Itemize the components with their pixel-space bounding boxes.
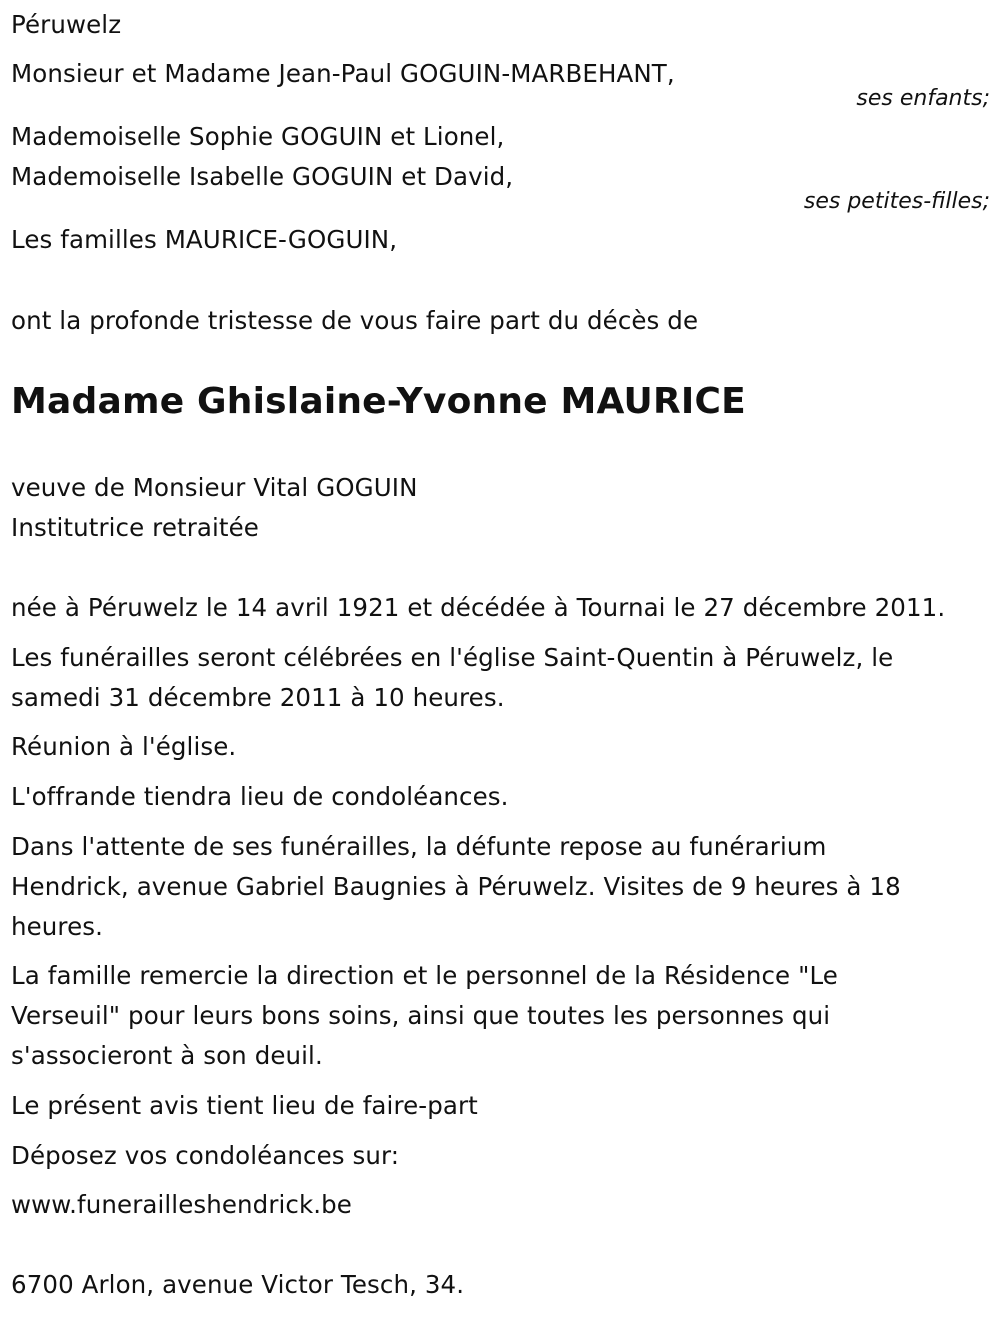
offering: L'offrande tiendra lieu de condoléances.	[11, 782, 509, 811]
deceased-name: Madame Ghislaine-Yvonne MAURICE	[11, 381, 746, 422]
funeral-line-1: Les funérailles seront célébrées en l'église Saint-Quentin à Péruwelz, le	[11, 643, 894, 672]
profession: Institutrice retraitée	[11, 513, 259, 542]
granddaughter-line-1: Mademoiselle Sophie GOGUIN et Lionel,	[11, 122, 505, 151]
funeral-line-2: samedi 31 décembre 2011 à 10 heures.	[11, 683, 505, 712]
granddaughters-label: ses petites-filles;	[803, 189, 990, 214]
thanks-line-2: Verseuil" pour leurs bons soins, ainsi que toutes les personnes qui	[11, 1001, 831, 1030]
thanks-line-1: La famille remercie la direction et le personnel de la Résidence "Le	[11, 961, 838, 990]
widow-of: veuve de Monsieur Vital GOGUIN	[11, 473, 418, 502]
granddaughter-line-2: Mademoiselle Isabelle GOGUIN et David,	[11, 162, 514, 191]
children-line: Monsieur et Madame Jean-Paul GOGUIN-MARBEHANT,	[11, 59, 675, 88]
location: Péruwelz	[11, 10, 122, 39]
thanks-line-3: s'associeront à son deuil.	[11, 1041, 323, 1070]
rest-line-1: Dans l'attente de ses funérailles, la défunte repose au funérarium	[11, 832, 827, 861]
condolences-url: www.funerailleshendrick.be	[11, 1190, 352, 1219]
rest-line-3: heures.	[11, 912, 103, 941]
birth-death: née à Péruwelz le 14 avril 1921 et décédée à Tournai le 27 décembre 2011.	[11, 593, 946, 622]
rest-line-2: Hendrick, avenue Gabriel Baugnies à Péruwelz. Visites de 9 heures à 18	[11, 872, 901, 901]
notice: Le présent avis tient lieu de faire-part	[11, 1091, 478, 1120]
children-label: ses enfants;	[856, 86, 990, 111]
announcement: ont la profonde tristesse de vous faire part du décès de	[11, 306, 699, 335]
meeting: Réunion à l'église.	[11, 732, 237, 761]
address: 6700 Arlon, avenue Victor Tesch, 34.	[11, 1270, 465, 1299]
condolences-label: Déposez vos condoléances sur:	[11, 1141, 400, 1170]
families-line: Les familles MAURICE-GOGUIN,	[11, 225, 398, 254]
